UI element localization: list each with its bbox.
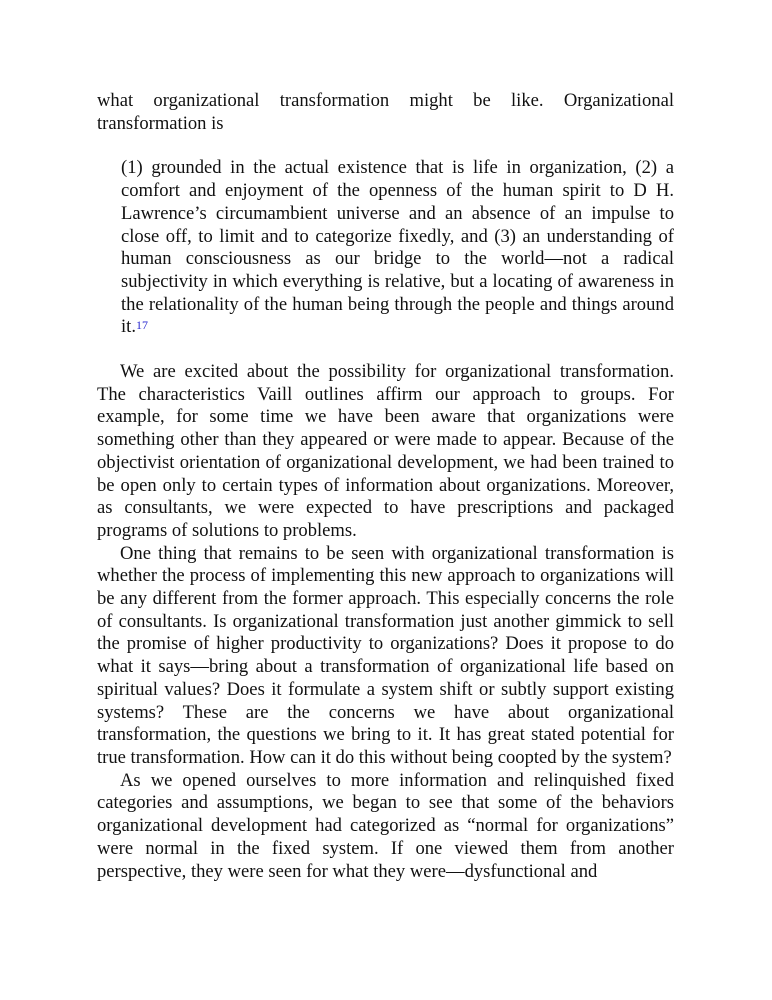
paragraph-3: As we opened ourselves to more information and relinquished fixed categories and assumptions, we began to see that some of the behaviors organizational development had categorized as “normal for organizations” were normal in the fixed system. If one viewed them from another perspective, they were seen for what they were—dysfunctional and (97, 769, 674, 882)
paragraph-2: One thing that remains to be seen with organizational transformation is whether the process of implementing this new approach to organizations will be any different from the former approach. This especially concerns the role of consultants. Is organizational transformation just another gimmick to sell the promise of higher productivity to organizations? Does it propose to do what it says—bring about a transformation of organizational life based on spiritual values? Does it formulate a system shift or subtly support existing systems? These are the concerns we have about organizational transformation, the questions we bring to it. It has great stated potential for true transformation. How can it do this without being coopted by the system? (97, 542, 674, 768)
paragraph-1: We are excited about the possibility for organizational transformation. The characteristics Vaill outlines affirm our approach to groups. For example, for some time we have been aware that organizations were something other than they appeared or were made to appear. Because of the objectivist orientation of organizational development, we had been trained to be open only to certain types of information about organizations. Moreover, as consultants, we were expected to have prescriptions and packaged programs of solutions to problems. (97, 361, 674, 541)
footnote-link-17[interactable]: 17 (135, 318, 148, 333)
quote-text: (1) grounded in the actual existence that is life in organization, (2) a comfort and enjoyment of the openness of the human spirit to D H. Lawrence’s circumambient universe and an absence of an impulse to close off, to limit and to categorize fixedly, and (3) an understanding of human consciousness as our bridge to the world—not a radical subjectivity in which everything is relative, but a locating of awareness in the relationality of the human being through the people and things around it. (121, 157, 674, 338)
page-body (97, 90, 674, 883)
block-quote (121, 157, 674, 339)
intro-paragraph: what organizational transformation might be like. Organizational transformation is (97, 90, 674, 134)
